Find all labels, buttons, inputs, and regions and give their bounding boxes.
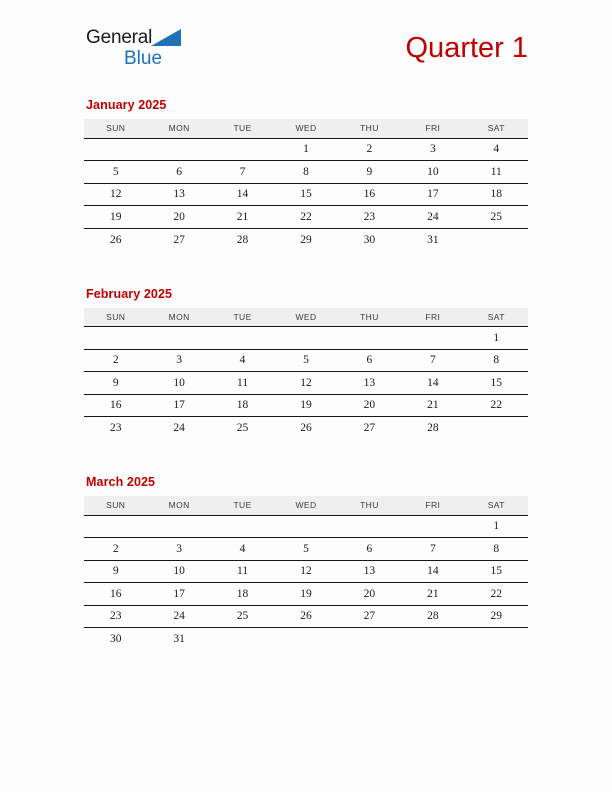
week-row [84,161,528,184]
day-cell[interactable]: 30 [363,233,376,246]
week-row [84,327,528,350]
day-cell[interactable]: 18 [211,583,274,606]
day-cell[interactable]: 27 [363,422,376,434]
day-cell[interactable] [84,515,147,538]
logo-top-row [86,28,181,47]
month-title-january: January 2025 [86,98,167,112]
day-cell[interactable]: 1 [274,138,337,161]
day-cell[interactable]: 18 [211,394,274,417]
day-cell[interactable]: 3 [147,349,210,372]
day-cell[interactable]: 5 [274,538,337,561]
day-cell[interactable]: 23 [109,422,122,434]
day-cell[interactable]: 9 [338,161,401,184]
weekday-wed: WED [274,496,337,515]
day-cell[interactable] [401,515,464,538]
day-cell[interactable]: 13 [338,560,401,583]
week-row [84,138,528,161]
week-row [84,349,528,372]
day-cell[interactable]: 6 [147,161,210,184]
day-cell[interactable]: 18 [465,183,528,206]
weekday-wed: WED [274,119,337,138]
day-cell[interactable]: 20 [338,583,401,606]
day-cell[interactable]: 16 [84,583,147,606]
day-cell[interactable]: 17 [147,583,210,606]
day-cell[interactable]: 15 [465,560,528,583]
day-cell[interactable]: 28 [427,422,439,434]
day-cell[interactable]: 30 [109,633,122,645]
weekday-fri: FRI [401,119,464,138]
day-cell[interactable]: 4 [465,138,528,161]
week-row [84,394,528,417]
day-cell[interactable] [211,138,274,161]
weekday-tue: TUE [211,308,274,327]
day-cell[interactable]: 10 [147,560,210,583]
day-cell[interactable]: 24 [147,605,210,628]
day-cell[interactable]: 12 [274,372,337,395]
week-row [84,206,528,229]
day-cell[interactable]: 4 [211,538,274,561]
day-cell[interactable]: 6 [338,538,401,561]
weekday-sat: SAT [465,119,528,138]
weekday-sun: SUN [84,496,147,515]
week-row [84,417,528,440]
calendar-table-february [84,308,528,440]
months-container [0,98,612,650]
day-cell[interactable]: 25 [465,206,528,229]
day-cell[interactable]: 25 [211,605,274,628]
weekday-header-row [84,308,528,327]
day-cell[interactable]: 29 [300,233,312,246]
day-cell[interactable]: 16 [338,183,401,206]
day-cell[interactable]: 8 [465,349,528,372]
weekday-sun: SUN [84,308,147,327]
day-cell[interactable]: 22 [465,394,528,417]
day-cell[interactable]: 1 [465,327,528,350]
day-cell[interactable] [211,327,274,350]
day-cell[interactable]: 22 [465,583,528,606]
day-cell[interactable]: 26 [300,422,312,434]
week-row [84,183,528,206]
day-cell[interactable] [338,515,401,538]
day-cell[interactable]: 14 [401,560,464,583]
weekday-header-row [84,119,528,138]
day-cell[interactable]: 21 [401,394,464,417]
day-cell[interactable]: 28 [401,605,464,628]
day-cell[interactable]: 27 [338,605,401,628]
day-cell[interactable] [401,327,464,350]
weekday-mon: MON [147,496,210,515]
month-title-february: February 2025 [86,286,173,301]
weekday-thu: THU [338,496,401,515]
day-cell[interactable] [84,327,147,350]
week-row [84,583,528,606]
day-cell[interactable]: 12 [84,183,147,206]
logo-word-general: General [86,27,153,48]
day-cell[interactable] [338,327,401,350]
day-cell[interactable]: 21 [401,583,464,606]
day-cell[interactable]: 9 [84,372,147,395]
day-cell[interactable]: 13 [147,183,210,206]
day-cell[interactable]: 17 [401,183,464,206]
day-cell[interactable] [465,228,528,251]
day-cell[interactable]: 15 [274,183,337,206]
page-header [0,0,612,90]
day-cell[interactable]: 20 [338,394,401,417]
weekday-sun: SUN [84,119,147,138]
day-cell[interactable]: 23 [338,206,401,229]
day-cell[interactable] [274,628,337,651]
day-cell[interactable]: 3 [401,138,464,161]
day-cell[interactable]: 26 [109,233,122,246]
day-cell[interactable]: 10 [401,161,464,184]
day-cell[interactable]: 24 [173,422,185,434]
logo-word-blue: Blue [124,48,163,69]
day-cell[interactable]: 8 [465,538,528,561]
day-cell[interactable]: 5 [84,161,147,184]
general-blue-logo[interactable] [86,28,181,68]
day-cell[interactable]: 16 [84,394,147,417]
day-cell[interactable]: 15 [465,372,528,395]
week-row [84,372,528,395]
weekday-tue: TUE [211,496,274,515]
day-cell[interactable] [274,327,337,350]
day-cell[interactable]: 7 [401,538,464,561]
day-cell[interactable] [274,515,337,538]
day-cell[interactable]: 19 [274,394,337,417]
day-cell[interactable]: 26 [274,605,337,628]
day-cell[interactable]: 20 [147,206,210,229]
weekday-sat: SAT [465,496,528,515]
day-cell[interactable] [147,515,210,538]
day-cell[interactable]: 24 [401,206,464,229]
day-cell[interactable]: 19 [274,583,337,606]
weekday-fri: FRI [401,308,464,327]
day-cell[interactable]: 22 [274,206,337,229]
day-cell[interactable]: 27 [173,233,185,246]
day-cell[interactable]: 3 [147,538,210,561]
day-cell[interactable]: 17 [147,394,210,417]
week-row [84,605,528,628]
day-cell[interactable]: 29 [465,605,528,628]
month-block-january [84,98,528,251]
day-cell[interactable]: 11 [211,560,274,583]
day-cell[interactable]: 9 [84,560,147,583]
day-cell[interactable]: 28 [236,233,249,246]
day-cell[interactable] [84,138,147,161]
day-cell[interactable]: 7 [211,161,274,184]
week-row [84,228,528,251]
day-cell[interactable]: 31 [427,233,439,246]
day-cell[interactable]: 1 [465,515,528,538]
week-row [84,538,528,561]
day-cell[interactable]: 5 [274,349,337,372]
week-row [84,515,528,538]
day-cell[interactable]: 14 [401,372,464,395]
month-block-february [84,287,528,440]
month-block-march [84,475,528,650]
day-cell[interactable]: 11 [211,372,274,395]
month-title-march: March 2025 [86,475,156,489]
day-cell[interactable] [211,515,274,538]
day-cell[interactable]: 10 [147,372,210,395]
day-cell[interactable]: 12 [274,560,337,583]
week-row [84,560,528,583]
day-cell[interactable] [465,628,528,651]
day-cell[interactable]: 2 [84,349,147,372]
day-cell[interactable]: 11 [465,161,528,184]
day-cell[interactable]: 31 [173,633,185,645]
day-cell[interactable] [338,628,401,651]
day-cell[interactable]: 25 [236,422,249,434]
blue-triangle-flag-icon [151,29,181,46]
calendar-table-january [84,119,528,251]
day-cell[interactable]: 4 [211,349,274,372]
day-cell[interactable] [211,628,274,651]
weekday-fri: FRI [401,496,464,515]
day-cell[interactable] [147,327,210,350]
day-cell[interactable]: 13 [338,372,401,395]
weekday-wed: WED [274,308,337,327]
day-cell[interactable]: 2 [338,138,401,161]
day-cell[interactable]: 7 [401,349,464,372]
week-row [84,628,528,651]
day-cell[interactable] [401,628,464,651]
day-cell[interactable]: 14 [211,183,274,206]
day-cell[interactable] [465,417,528,440]
day-cell[interactable]: 8 [274,161,337,184]
weekday-header-row [84,496,528,515]
day-cell[interactable]: 6 [338,349,401,372]
day-cell[interactable]: 2 [84,538,147,561]
day-cell[interactable] [147,138,210,161]
weekday-mon: MON [147,119,210,138]
weekday-sat: SAT [465,308,528,327]
page-title: Quarter 1 [405,31,528,64]
day-cell[interactable]: 23 [84,605,147,628]
weekday-thu: THU [338,119,401,138]
calendar-table-march [84,496,528,650]
weekday-thu: THU [338,308,401,327]
day-cell[interactable]: 19 [84,206,147,229]
weekday-tue: TUE [211,119,274,138]
day-cell[interactable]: 21 [211,206,274,229]
weekday-mon: MON [147,308,210,327]
